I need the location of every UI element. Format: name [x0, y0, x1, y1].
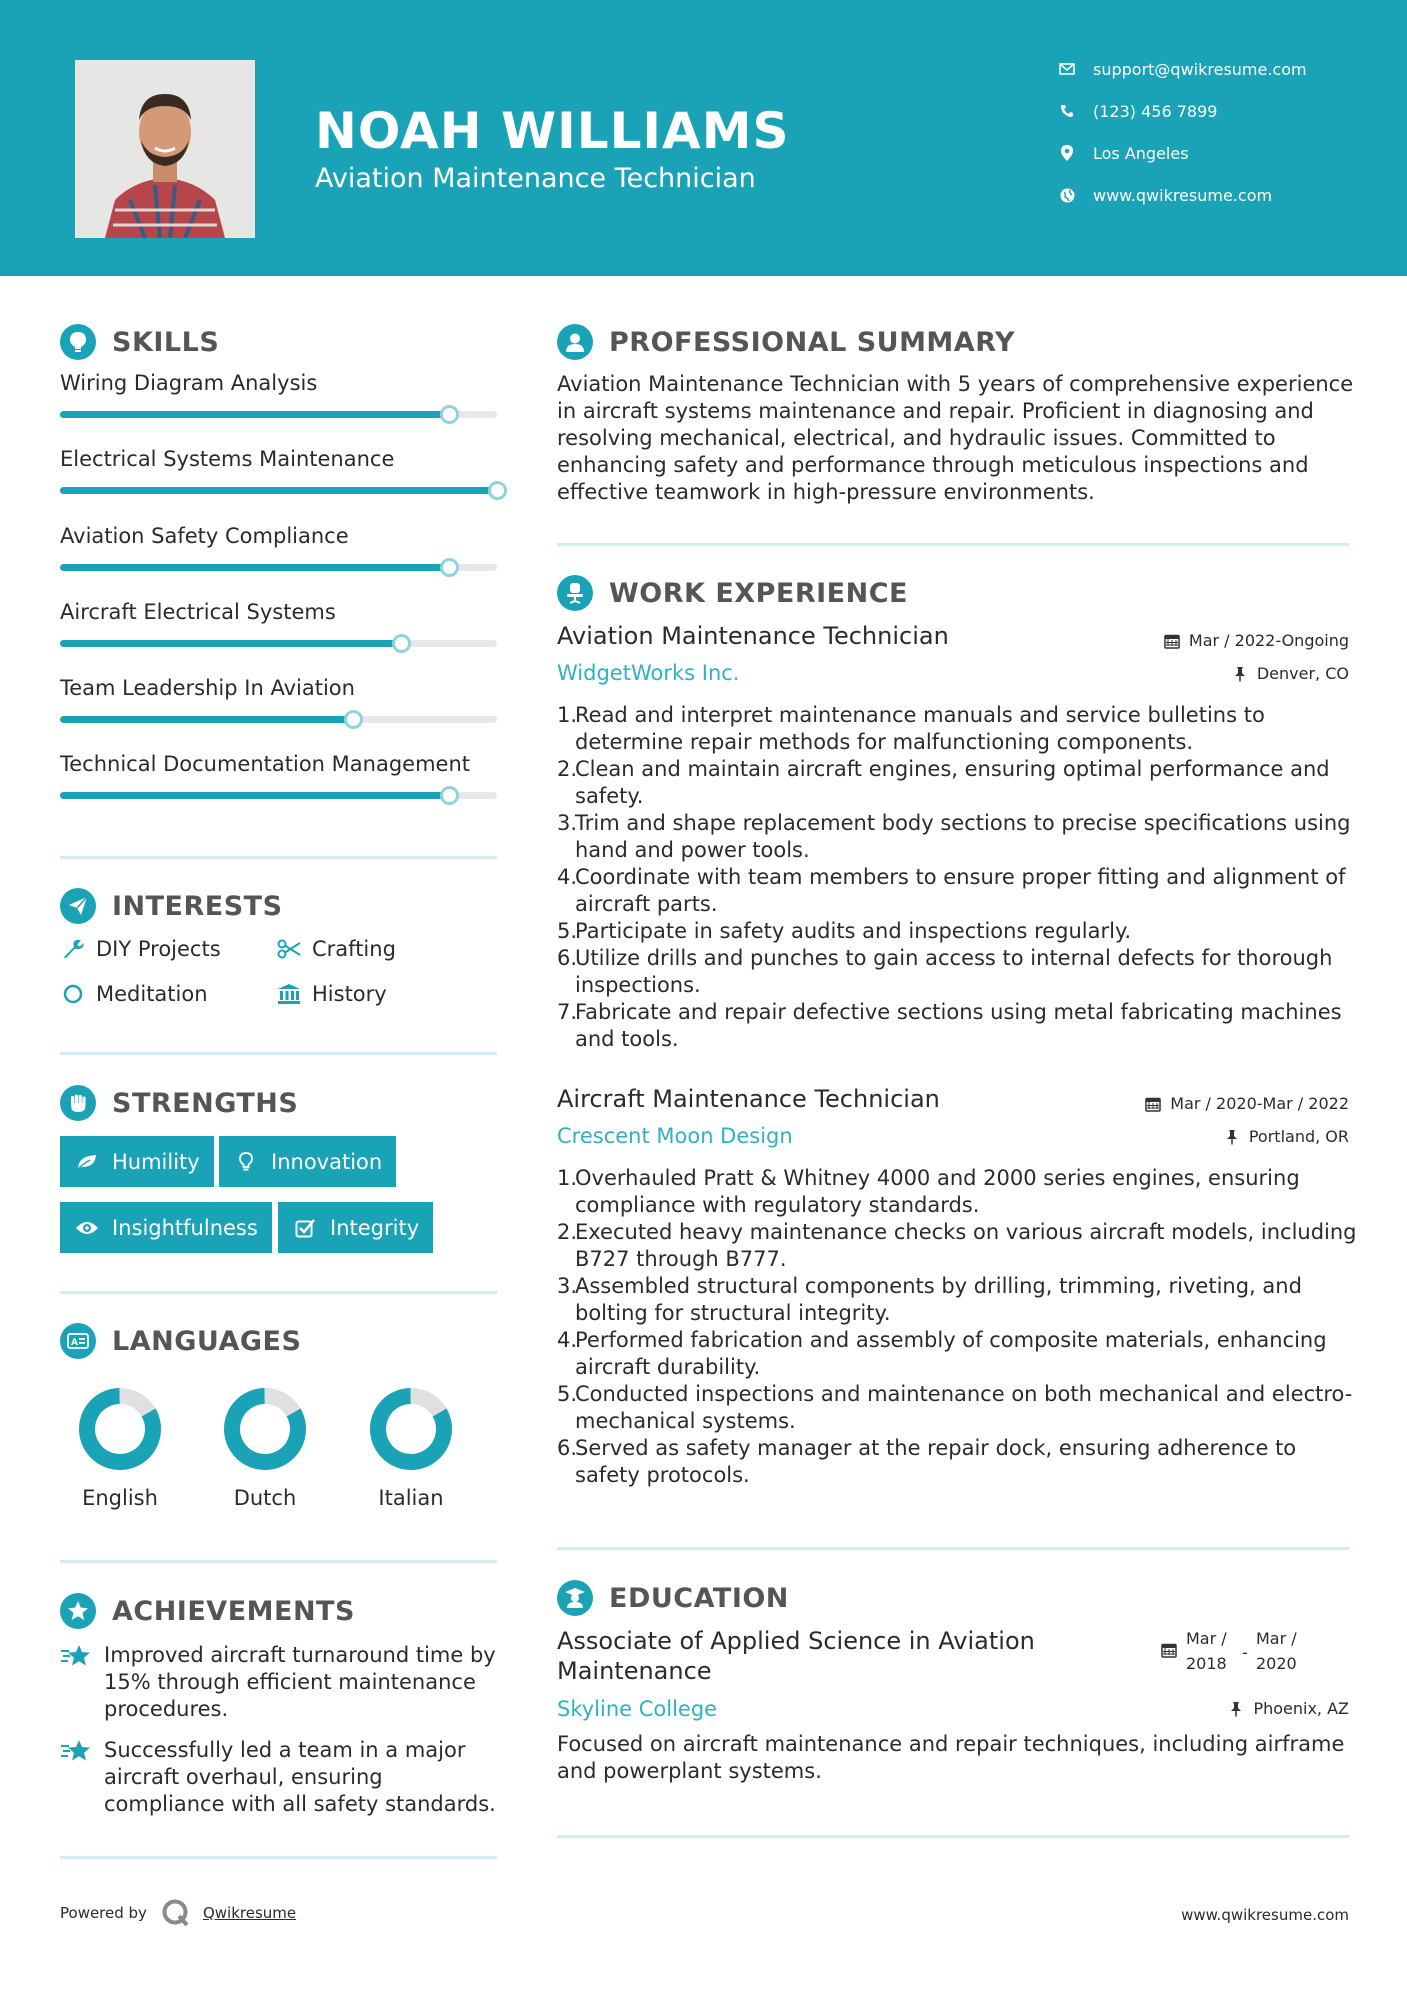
- skill-bar-knob: [344, 710, 363, 729]
- language-donut: [222, 1386, 308, 1472]
- education-location: Phoenix, AZ: [1049, 1699, 1349, 1718]
- interest-item: Crafting: [276, 937, 396, 961]
- job-location: Portland, OR: [1049, 1127, 1349, 1146]
- language-item: [351, 1386, 471, 1510]
- list-item: 6. Served as safety manager at the repair dock, ensuring adherence to safety protocols.: [557, 1436, 1297, 1487]
- skill-bar: [60, 792, 497, 799]
- experience-heading: WORK EXPERIENCE: [557, 575, 908, 611]
- skill-item: [60, 447, 500, 471]
- lightbulb-icon: [233, 1151, 259, 1173]
- language-item: [205, 1386, 325, 1510]
- qwikresume-link[interactable]: Qwikresume: [202, 1904, 297, 1922]
- achievements-heading: ACHIEVEMENTS: [60, 1593, 355, 1629]
- skill-bar-knob: [440, 558, 459, 577]
- strength-badge: Humility: [60, 1136, 214, 1187]
- strength-badge: Innovation: [219, 1136, 396, 1187]
- skills-heading: SKILLS: [60, 324, 219, 360]
- circle-icon: [60, 982, 86, 1006]
- education-dates: [1160, 1626, 1350, 1676]
- skill-bar-fill: [60, 411, 449, 418]
- list-item: 4. Performed fabrication and assembly of composite materials, enhancing aircraft durability.: [557, 1328, 1327, 1379]
- envelope-icon: [1055, 59, 1079, 79]
- scissors-icon: [276, 937, 302, 961]
- briefcase-chair-icon: [557, 575, 593, 611]
- section-divider: [557, 1547, 1349, 1550]
- interest-item: History: [276, 982, 387, 1006]
- strength-badge: Insightfulness: [60, 1202, 272, 1253]
- languages-heading: A LANGUAGES: [60, 1323, 301, 1359]
- eye-icon: [74, 1217, 100, 1239]
- language-donut: [368, 1386, 454, 1472]
- list-item: 4. Coordinate with team members to ensure proper fitting and alignment of aircraft parts.: [557, 865, 1346, 916]
- skill-item: [60, 676, 500, 700]
- job-title: Aircraft Maintenance Technician: [557, 1085, 940, 1113]
- pin-icon: [1227, 1700, 1245, 1718]
- calendar-icon: [1160, 1641, 1178, 1659]
- degree-title: Associate of Applied Science in Aviation Maintenance: [557, 1627, 1035, 1685]
- star-icon: [60, 1739, 92, 1818]
- skill-bar-knob: [440, 786, 459, 805]
- list-item: 2. Executed heavy maintenance checks on various aircraft models, including B727 through B777.: [557, 1220, 1357, 1271]
- job-location: Denver, CO: [1049, 664, 1349, 683]
- skill-label: Electrical Systems Maintenance: [60, 447, 395, 471]
- language-label: Dutch: [233, 1486, 297, 1510]
- language-donut: [77, 1386, 163, 1472]
- list-item: 6. Utilize drills and punches to gain access to internal defects for thorough inspections.: [557, 946, 1333, 997]
- job-dates: Mar / 2022-Ongoing: [1049, 631, 1349, 650]
- skill-item: [60, 600, 500, 624]
- contact-website[interactable]: www.qwikresume.com: [1055, 183, 1385, 207]
- list-item: 5. Participate in safety audits and inspections regularly.: [557, 919, 1132, 943]
- leaf-icon: [74, 1151, 100, 1173]
- summary-text: Aviation Maintenance Technician with 5 years of comprehensive experience in aircraft systems maintenance and repair. Proficient in diagnosing and resolving mechanical, electrical, and hydraulic issues. Committed to enhancing safety and performance through meticulous inspections and effective teamwork in high-pressure environments.: [557, 372, 1354, 504]
- education-heading: EDUCATION: [557, 1580, 789, 1616]
- graduate-icon: [557, 1580, 593, 1616]
- interest-item: Meditation: [60, 982, 208, 1006]
- wrench-icon: [60, 937, 86, 961]
- pin-icon: [1231, 665, 1249, 683]
- skill-bar: [60, 411, 497, 418]
- user-icon: [557, 324, 593, 360]
- candidate-title: Aviation Maintenance Technician: [315, 163, 756, 194]
- profile-photo: [75, 60, 255, 238]
- fist-icon: [60, 1085, 96, 1121]
- check-square-icon: [292, 1217, 318, 1239]
- education-description: Focused on aircraft maintenance and repair techniques, including airframe and powerplant systems.: [557, 1732, 1345, 1783]
- phone-icon: [1055, 101, 1079, 121]
- interest-item: DIY Projects: [60, 937, 221, 961]
- bank-icon: [276, 982, 302, 1006]
- skill-bar-knob: [440, 405, 459, 424]
- contact-location: Los Angeles: [1055, 141, 1385, 165]
- footer-website[interactable]: www.qwikresume.com: [1181, 1906, 1349, 1924]
- school-name: Skyline College: [557, 1697, 718, 1721]
- skill-item: [60, 752, 500, 776]
- achievement-item: Improved aircraft turnaround time by 15% through efficient maintenance procedures.: [60, 1642, 505, 1723]
- star-icon: [60, 1644, 92, 1723]
- globe-icon: [1055, 185, 1079, 205]
- job-dates: Mar / 2020-Mar / 2022: [1049, 1094, 1349, 1113]
- contact-phone[interactable]: (123) 456 7899: [1055, 99, 1385, 123]
- skill-bar-fill: [60, 564, 449, 571]
- skill-bar-fill: [60, 640, 401, 647]
- list-item: 1. Read and interpret maintenance manuals and service bulletins to determine repair methods for malfunctioning components.: [557, 703, 1265, 754]
- section-divider: [60, 1052, 497, 1055]
- skill-label: Aircraft Electrical Systems: [60, 600, 336, 624]
- achievement-item: Successfully led a team in a major aircraft overhaul, ensuring compliance with all safety standards.: [60, 1737, 505, 1818]
- education-end: Mar / 2020: [1256, 1629, 1297, 1673]
- list-item: 5. Conducted inspections and maintenance on both mechanical and electro-mechanical systems.: [557, 1382, 1353, 1433]
- pin-icon: [1223, 1128, 1241, 1146]
- language-item: [60, 1386, 180, 1510]
- skill-bar: [60, 487, 497, 494]
- skill-label: Team Leadership In Aviation: [60, 676, 355, 700]
- skill-item: [60, 371, 500, 395]
- skill-label: Wiring Diagram Analysis: [60, 371, 318, 395]
- list-item: 3. Assembled structural components by drilling, trimming, riveting, and bolting for structural integrity.: [557, 1274, 1302, 1325]
- candidate-name: NOAH WILLIAMS: [315, 102, 790, 160]
- footer-powered-by: Powered by Qwikresume: [60, 1898, 296, 1928]
- star-icon: [60, 1593, 96, 1629]
- education-start: Mar / 2018: [1186, 1629, 1227, 1673]
- skill-bar-fill: [60, 792, 449, 799]
- skill-bar-fill: [60, 487, 497, 494]
- skill-bar: [60, 716, 497, 723]
- map-marker-icon: [1055, 143, 1079, 163]
- strength-badge: Integrity: [278, 1202, 433, 1253]
- job-bullets: [557, 1165, 1357, 1489]
- job-title: Aviation Maintenance Technician: [557, 622, 949, 650]
- strengths-heading: STRENGTHS: [60, 1085, 298, 1121]
- language-label: English: [82, 1486, 158, 1510]
- list-item: 3. Trim and shape replacement body sections to precise specifications using hand and power tools.: [557, 811, 1351, 862]
- skill-bar-knob: [488, 481, 507, 500]
- skill-bar: [60, 564, 497, 571]
- section-divider: [557, 1835, 1349, 1838]
- language-icon: [60, 1323, 96, 1359]
- calendar-icon: [1144, 1095, 1162, 1113]
- company-name: Crescent Moon Design: [557, 1124, 793, 1148]
- lightbulb-icon: [60, 324, 96, 360]
- section-divider: [60, 856, 497, 859]
- list-item: 1. Overhauled Pratt & Whitney 4000 and 2000 series engines, ensuring compliance with regulatory standards.: [557, 1166, 1300, 1217]
- paper-plane-icon: [60, 888, 96, 924]
- job-bullets: [557, 702, 1357, 1053]
- skill-label: Technical Documentation Management: [60, 752, 471, 776]
- skill-label: Aviation Safety Compliance: [60, 524, 349, 548]
- section-divider: [60, 1560, 497, 1563]
- svg-text:A: A: [71, 1338, 78, 1348]
- skill-bar-fill: [60, 716, 353, 723]
- summary-heading: PROFESSIONAL SUMMARY: [557, 324, 1015, 360]
- section-divider: [60, 1291, 497, 1294]
- company-name: WidgetWorks Inc.: [557, 661, 740, 685]
- calendar-icon: [1163, 632, 1181, 650]
- language-label: Italian: [378, 1486, 444, 1510]
- list-item: 2. Clean and maintain aircraft engines, ensuring optimal performance and safety.: [557, 757, 1330, 808]
- education-date-separator: -: [1242, 1643, 1248, 1662]
- contact-email[interactable]: support@qwikresume.com: [1055, 57, 1385, 81]
- interests-heading: INTERESTS: [60, 888, 283, 924]
- qwikresume-logo-icon: [161, 1898, 191, 1928]
- section-divider: [60, 1856, 497, 1859]
- section-divider: [557, 543, 1349, 546]
- skill-item: [60, 524, 500, 548]
- skill-bar-knob: [392, 634, 411, 653]
- list-item: 7. Fabricate and repair defective sections using metal fabricating machines and tools.: [557, 1000, 1342, 1051]
- resume-header: [0, 0, 1407, 276]
- skill-bar: [60, 640, 497, 647]
